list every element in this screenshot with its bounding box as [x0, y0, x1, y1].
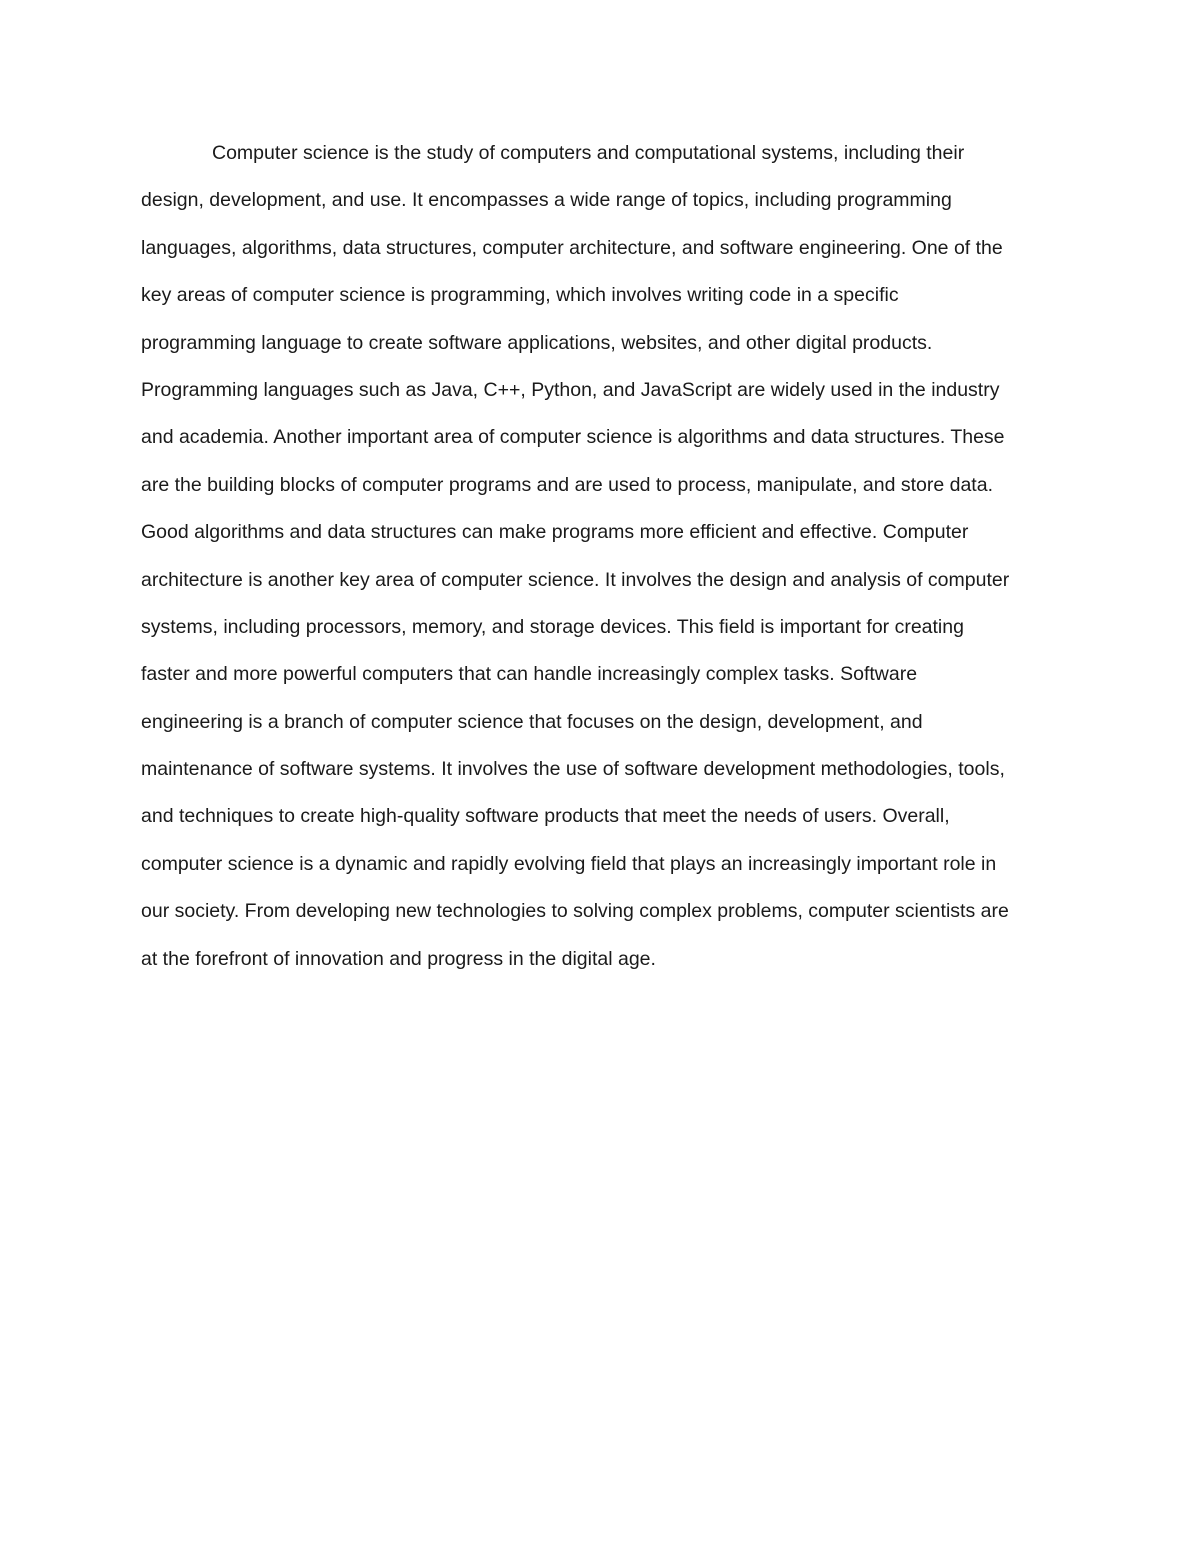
paragraph-line: at the forefront of innovation and progress in the digital age. [141, 947, 656, 970]
paragraph-line: maintenance of software systems. It involves the use of software development methodologies, tools, [141, 758, 1005, 781]
paragraph-line: computer science is a dynamic and rapidly evolving field that plays an increasingly important role in [141, 852, 997, 875]
paragraph-line: are the building blocks of computer programs and are used to process, manipulate, and store data. [141, 473, 993, 496]
paragraph-line: programming language to create software applications, websites, and other digital products. [141, 331, 933, 354]
paragraph-line: Programming languages such as Java, C++, Python, and JavaScript are widely used in the industry [141, 378, 1000, 401]
paragraph-line: our society. From developing new technologies to solving complex problems, computer scientists are [141, 900, 1009, 923]
paragraph-line: key areas of computer science is programming, which involves writing code in a specific [141, 284, 899, 307]
paragraph-line: and academia. Another important area of computer science is algorithms and data structures. These [141, 426, 1005, 449]
paragraph-line: faster and more powerful computers that can handle increasingly complex tasks. Software [141, 663, 918, 686]
body-paragraph [141, 130, 1061, 983]
paragraph-line: Computer science is the study of computers and computational systems, including their [212, 142, 965, 164]
paragraph-line: design, development, and use. It encompasses a wide range of topics, including programming [141, 189, 952, 212]
paragraph-line: Good algorithms and data structures can make programs more efficient and effective. Computer [141, 521, 969, 544]
paragraph-line: and techniques to create high-quality software products that meet the needs of users. Overall, [141, 805, 950, 828]
paragraph-line: architecture is another key area of computer science. It involves the design and analysis of computer [141, 568, 1010, 591]
paragraph-line: engineering is a branch of computer science that focuses on the design, development, and [141, 710, 923, 733]
paragraph-line: languages, algorithms, data structures, computer architecture, and software engineering. One of the [141, 236, 1003, 259]
paragraph-line: systems, including processors, memory, and storage devices. This field is important for creating [141, 615, 964, 638]
